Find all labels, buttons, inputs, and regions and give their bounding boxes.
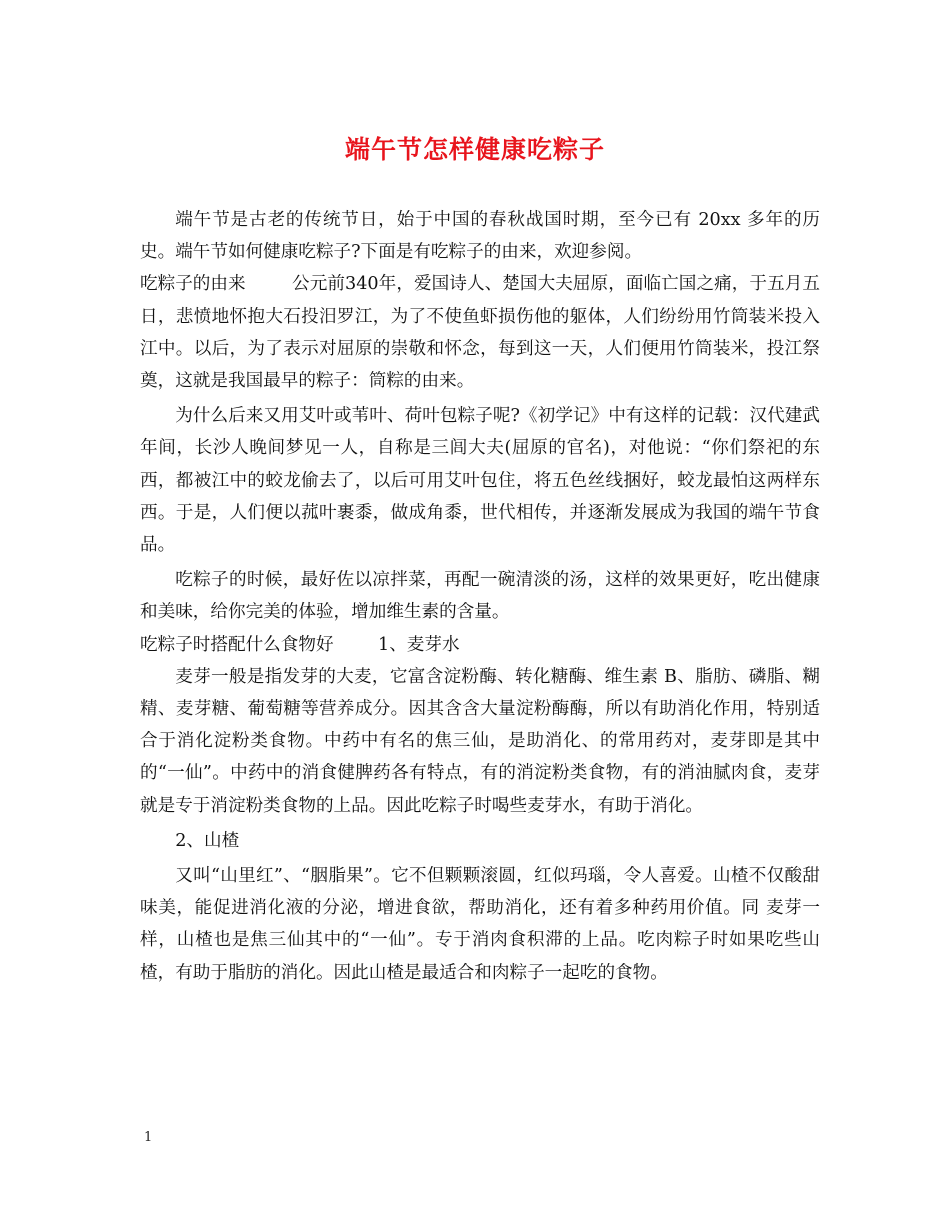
section1-paragraph	[140, 268, 820, 397]
document-body	[140, 204, 820, 989]
intro-paragraph: 端午节是古老的传统节日，始于中国的春秋战国时期，至今已有 20xx 多年的历史。端午节如何健康吃粽子?下面是有吃粽子的由来，欢迎参阅。	[140, 210, 820, 263]
item2-title: 2、山楂	[175, 830, 240, 851]
page-number: 1	[144, 1130, 153, 1145]
section2-heading-line	[140, 629, 820, 661]
document-title: 端午节怎样健康吃粽子	[344, 135, 605, 164]
section1-paragraph-2: 为什么后来又用艾叶或苇叶、荷叶包粽子呢?《初学记》中有这样的记载：汉代建武年间，长沙人晚间梦见一人，自称是三闾大夫(屈原的官名)，对他说：“你们祭祀的东西，都被江中的蛟龙偷去了，以后可用艾叶包住，将五色丝线捆好，蛟龙最怕这两样东西。于是，人们便以菰叶裹黍，做成角黍，世代相传，并逐渐发展成为我国的端午节食品。	[140, 406, 820, 556]
section1-text: 公元前340年，爱国诗人、楚国大夫屈原，面临亡国之痛，于五月五日，悲愤地怀抱大石投汨罗江，为了不使鱼虾损伤他的躯体，人们纷纷用竹筒装米投入江中。以后，为了表示对屈原的崇敬和怀念，每到这一天，人们便用竹筒装米，投江祭奠，这就是我国最早的粽子：筒粽的由来。	[140, 274, 820, 392]
section1-heading: 吃粽子的由来	[140, 274, 246, 295]
item1-title: 1、麦芽水	[378, 634, 460, 655]
item2-paragraph: 又叫“山里红”、“胭脂果”。它不但颗颗滚圆，红似玛瑙，令人喜爱。山楂不仅酸甜味美，能促进消化液的分泌，增进食欲，帮助消化，还有着多种药用价值。同 麦芽一样，山楂也是焦三仙其中的“一仙”。专于消肉食积滞的上品。吃肉粽子时如果吃些山楂，有助于脂肪的消化。因此山楂是最适合和肉粽子一起吃的食物。	[140, 866, 820, 983]
section2-heading: 吃粽子时搭配什么食物好	[140, 634, 334, 655]
item1-paragraph: 麦芽一般是指发芽的大麦，它富含淀粉酶、转化糖酶、维生素 B、脂肪、磷脂、糊精、麦芽糖、葡萄糖等营养成分。因其含含大量淀粉酶酶，所以有助消化作用，特别适合于消化淀粉类食物。中药中有名的焦三仙，是助消化、的常用药对，麦芽即是其中的“一仙”。中药中的消食健脾药各有特点，有的消淀粉类食物，有的消油腻肉食，麦芽就是专于消淀粉类食物的上品。因此吃粽子时喝些麦芽水，有助于消化。	[140, 666, 820, 816]
section1-paragraph-3: 吃粽子的时候，最好佐以凉拌菜，再配一碗清淡的汤，这样的效果更好，吃出健康和美味，给你完美的体验，增加维生素的含量。	[140, 570, 820, 623]
